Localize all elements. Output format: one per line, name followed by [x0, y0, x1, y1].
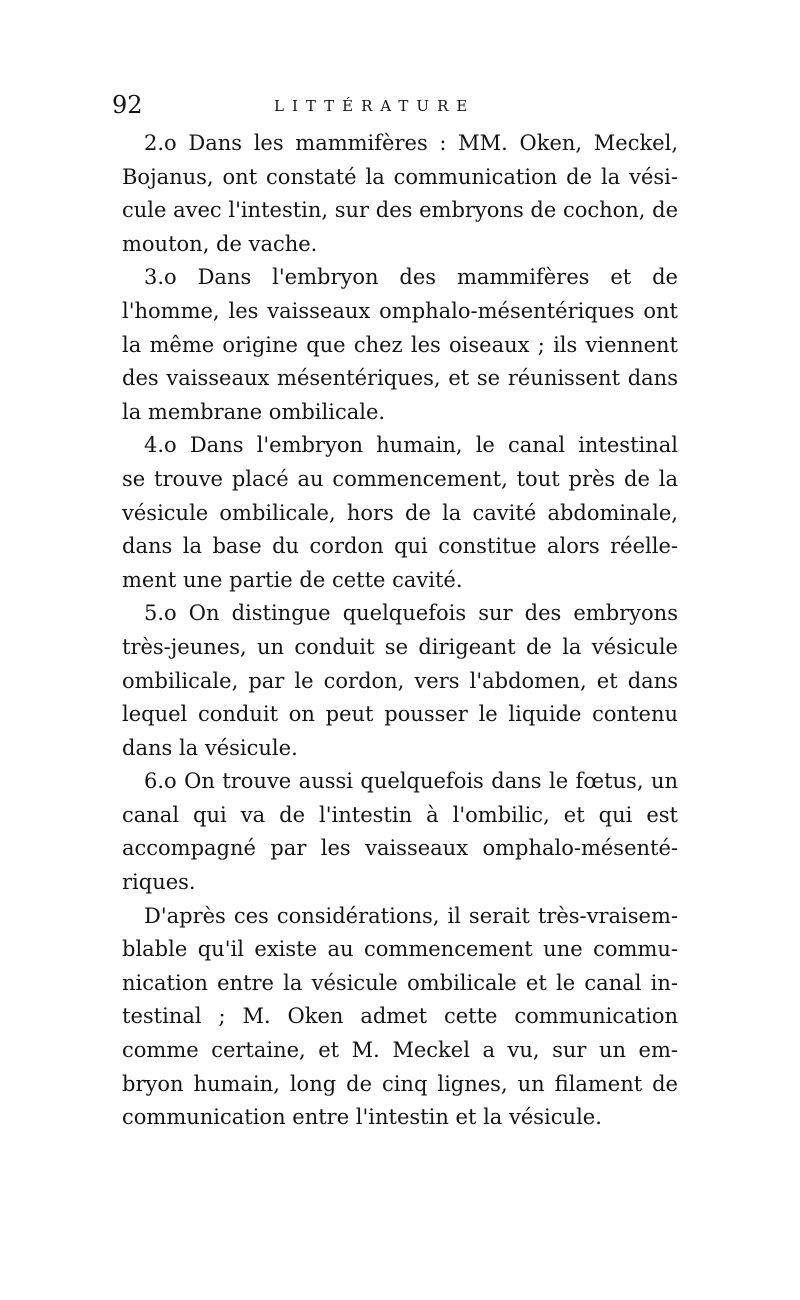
body-text	[122, 127, 678, 1135]
text-line: dans la base du cordon qui constitue alors réelle-	[122, 534, 678, 559]
text-line: nication entre la vésicule ombilicale et le canal in-	[122, 970, 678, 995]
text-line: cule avec l'intestin, sur des embryons de cochon, de	[122, 198, 679, 223]
text-line: lequel conduit on peut pousser le liquide contenu	[122, 702, 678, 727]
text-line: canal qui va de l'intestin à l'ombilic, et qui est	[122, 802, 678, 827]
text-line: testinal ; M. Oken admet cette communication	[122, 1004, 678, 1029]
text-line: Bojanus, ont constaté la communication de la vési-	[122, 164, 678, 189]
text-line: communication entre l'intestin et la vésicule.	[122, 1105, 602, 1130]
text-line: des vaisseaux mésentériques, et se réunissent dans	[122, 366, 678, 391]
text-line: très-jeunes, un conduit se dirigeant de la vésicule	[122, 634, 678, 659]
running-head: LITTÉRATURE	[274, 97, 476, 115]
text-line: riques.	[122, 870, 196, 895]
text-line: 2.o Dans les mammifères : MM. Oken, Meckel,	[144, 131, 678, 155]
text-line: blable qu'il existe au commencement une commu-	[122, 937, 678, 962]
page-header	[112, 90, 672, 124]
text-line: 3.o Dans l'embryon des mammifères et de	[144, 265, 678, 290]
text-line: dans la vésicule.	[122, 735, 298, 760]
text-line: 5.o On distingue quelquefois sur des embryons	[144, 601, 678, 626]
text-line: la membrane ombilicale.	[122, 399, 386, 424]
page-number: 92	[112, 91, 143, 119]
text-line: D'après ces considérations, il serait très-vraisem-	[144, 903, 678, 928]
text-line: accompagné par les vaisseaux omphalo-mésenté-	[122, 836, 678, 861]
text-line: 4.o Dans l'embryon humain, le canal intestinal	[144, 433, 678, 458]
text-line: ment une partie de cette cavité.	[122, 567, 463, 592]
text-line: mouton, de vache.	[122, 231, 318, 256]
text-line: comme certaine, et M. Meckel a vu, sur un em-	[122, 1038, 678, 1063]
text-line: la même origine que chez les oiseaux ; ils viennent	[122, 332, 678, 357]
text-line: 6.o On trouve aussi quelquefois dans le fœtus, un	[144, 769, 678, 794]
text-line: ombilicale, par le cordon, vers l'abdomen, et dans	[122, 668, 678, 693]
text-line: l'homme, les vaisseaux omphalo-mésentériques ont	[122, 298, 678, 323]
text-line: se trouve placé au commencement, tout près de la	[122, 466, 678, 491]
text-line: vésicule ombilicale, hors de la cavité abdominale,	[122, 500, 678, 525]
text-line: bryon humain, long de cinq lignes, un filament de	[122, 1071, 678, 1096]
